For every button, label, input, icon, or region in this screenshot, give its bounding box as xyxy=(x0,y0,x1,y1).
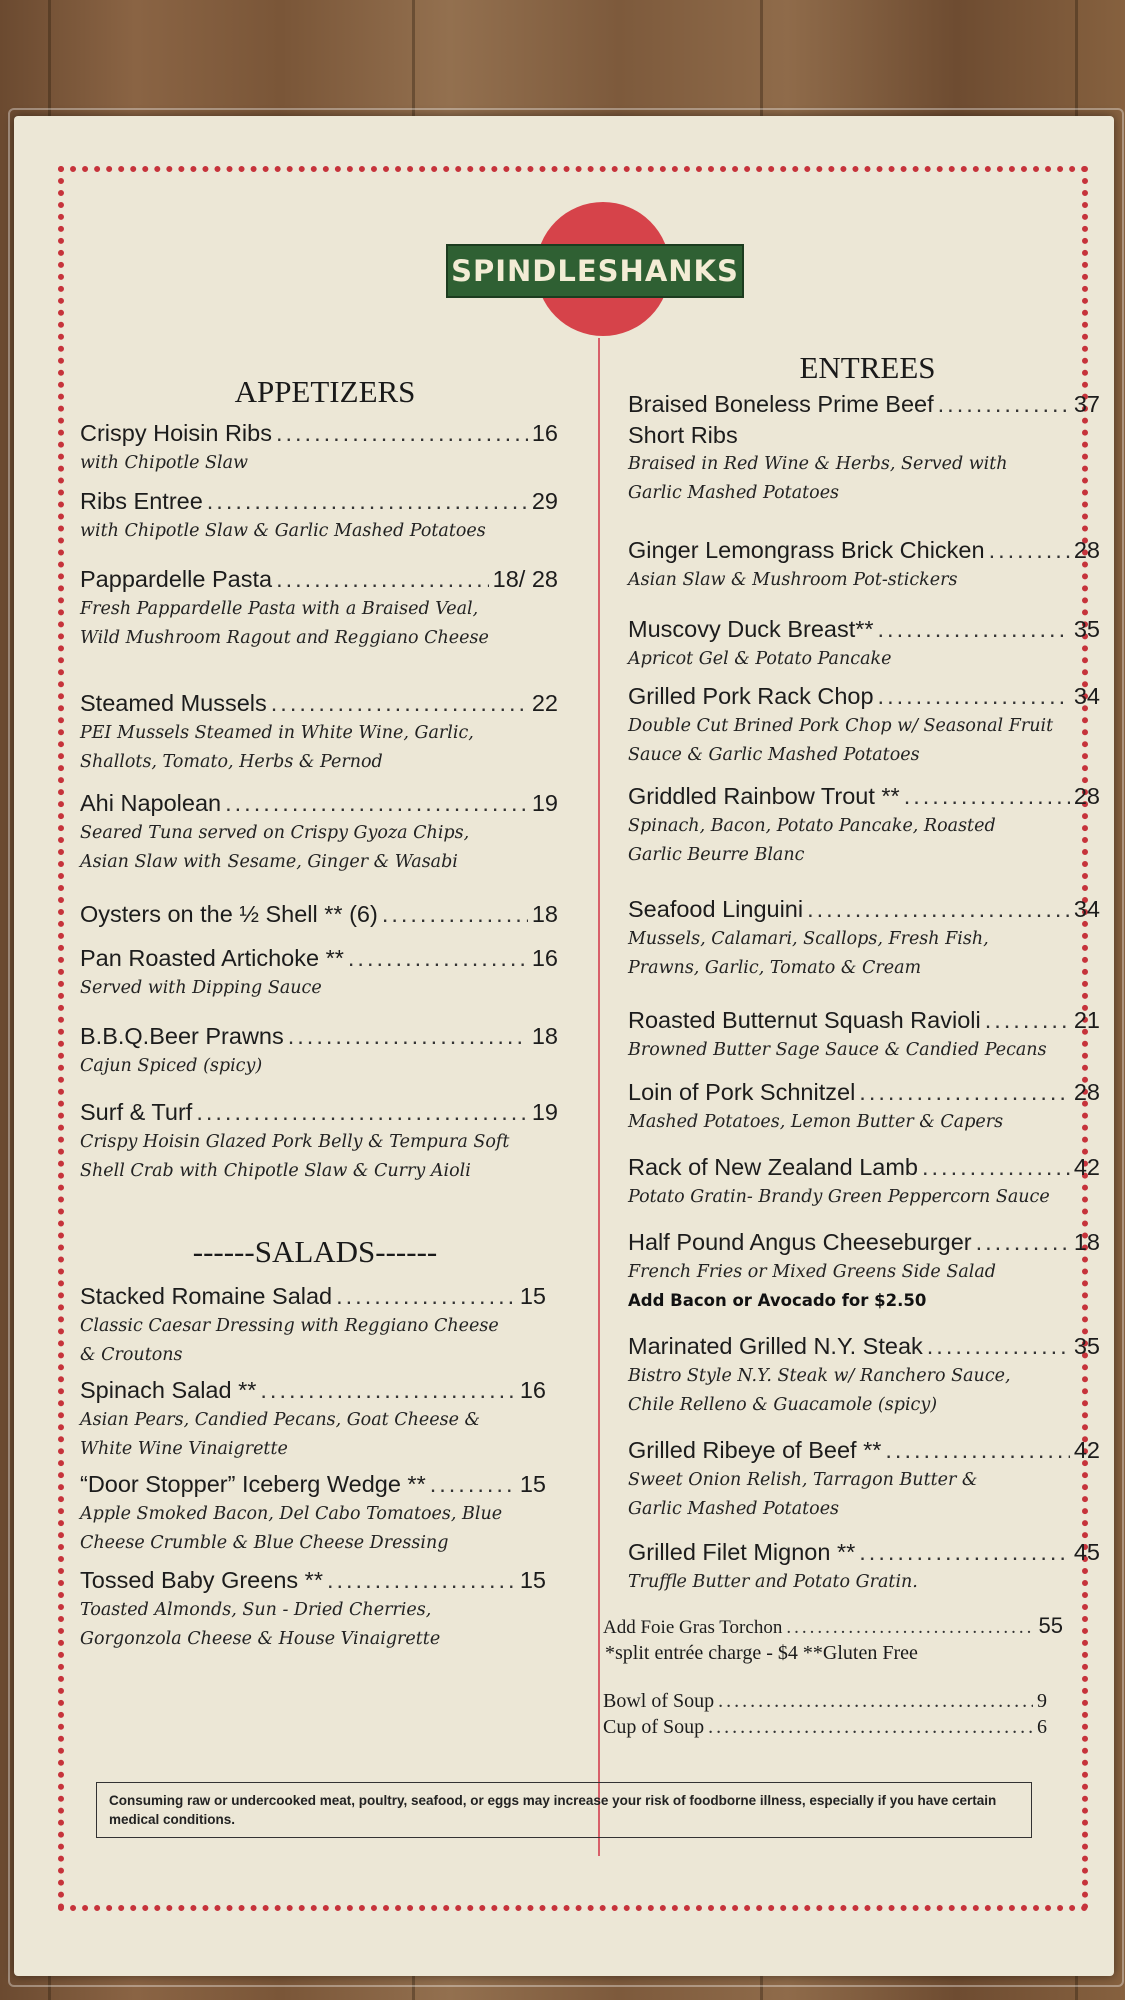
item-description: Fresh Pappardelle Pasta with a Braised Veal, xyxy=(80,599,479,619)
item-row xyxy=(628,1151,1100,1183)
item-description: Double Cut Brined Pork Chop w/ Seasonal Fruit xyxy=(628,716,1054,736)
item-price: 37 xyxy=(1073,391,1100,417)
logo-text: SPINDLESHANKS xyxy=(446,244,744,298)
item-description: Spinach, Bacon, Potato Pancake, Roasted xyxy=(628,816,996,836)
item-row xyxy=(80,942,558,974)
item-description: Garlic Beurre Blanc xyxy=(628,845,805,865)
item-name: Add Foie Gras Torchon xyxy=(603,1617,783,1638)
item-description: White Wine Vinaigrette xyxy=(80,1439,288,1459)
item-description: Shell Crab with Chipotle Slaw & Curry Aioli xyxy=(80,1161,471,1181)
item-name: Oysters on the ½ Shell ** (6) xyxy=(80,901,378,927)
leader-dots xyxy=(989,534,1070,566)
menu-item xyxy=(80,787,558,877)
item-name-continued: Short Ribs xyxy=(628,422,738,448)
item-price: 15 xyxy=(519,1471,546,1497)
leader-dots xyxy=(859,1536,1070,1568)
item-row xyxy=(80,687,558,719)
leader-dots xyxy=(938,388,1070,420)
item-name: Ahi Napolean xyxy=(80,790,222,816)
item-price: 16 xyxy=(531,945,558,971)
item-name: Half Pound Angus Cheeseburger xyxy=(628,1229,972,1255)
item-description: Truffle Butter and Potato Gratin. xyxy=(628,1572,918,1592)
item-name: Bowl of Soup xyxy=(603,1690,715,1712)
item-name: Loin of Pork Schnitzel xyxy=(628,1079,856,1105)
menu-item xyxy=(80,1020,558,1081)
item-name: Steamed Mussels xyxy=(80,690,267,716)
item-name: “Door Stopper” Iceberg Wedge ** xyxy=(80,1471,426,1497)
item-description: Classic Caesar Dressing with Reggiano Cheese xyxy=(80,1316,499,1336)
food-safety-disclaimer: Consuming raw or undercooked meat, poultry, seafood, or eggs may increase your risk of foodborne illness, especially if you have certain medical conditions. xyxy=(96,1782,1032,1838)
item-addon: Add Bacon or Avocado for $2.50 xyxy=(628,1291,927,1310)
menu-item xyxy=(80,1468,546,1558)
leader-dots xyxy=(225,787,528,819)
item-row xyxy=(628,1536,1100,1568)
menu-item xyxy=(80,563,558,653)
item-price: 28 xyxy=(1073,783,1100,809)
item-description: Bistro Style N.Y. Steak w/ Ranchero Sauce, xyxy=(628,1366,1011,1386)
menu-item xyxy=(628,1004,1100,1065)
item-name: Pappardelle Pasta xyxy=(80,566,273,592)
item-price: 18 xyxy=(531,1023,558,1049)
item-name: Marinated Grilled N.Y. Steak xyxy=(628,1333,923,1359)
leader-dots xyxy=(859,1076,1070,1108)
menu-item xyxy=(628,1434,1100,1524)
leader-dots xyxy=(927,1330,1070,1362)
item-description: Mashed Potatoes, Lemon Butter & Capers xyxy=(628,1112,1004,1132)
item-name: Cup of Soup xyxy=(603,1716,705,1738)
item-description: Wild Mushroom Ragout and Reggiano Cheese xyxy=(80,628,489,648)
menu-item xyxy=(80,687,558,777)
item-price: 42 xyxy=(1073,1437,1100,1463)
item-description: Cheese Crumble & Blue Cheese Dressing xyxy=(80,1533,449,1553)
item-name: Pan Roasted Artichoke ** xyxy=(80,945,344,971)
item-name: Spinach Salad ** xyxy=(80,1377,257,1403)
item-name: Muscovy Duck Breast** xyxy=(628,616,874,642)
menu-item-foie-gras xyxy=(603,1612,1063,1641)
menu-item xyxy=(628,893,1100,983)
item-name: Braised Boneless Prime Beef xyxy=(628,391,934,417)
item-description: Toasted Almonds, Sun - Dried Cherries, xyxy=(80,1600,432,1620)
menu-item xyxy=(628,388,1100,508)
item-description: Browned Butter Sage Sauce & Candied Pecans xyxy=(628,1040,1047,1060)
split-note: *split entrée charge - $4 **Gluten Free xyxy=(605,1642,918,1664)
item-name: Ginger Lemongrass Brick Chicken xyxy=(628,537,985,563)
leader-dots xyxy=(786,1614,1034,1641)
item-description: Chile Relleno & Guacamole (spicy) xyxy=(628,1395,938,1415)
menu-item xyxy=(628,1330,1100,1420)
leader-dots xyxy=(708,1714,1033,1741)
item-description: Mussels, Calamari, Scallops, Fresh Fish, xyxy=(628,929,989,949)
item-row xyxy=(628,680,1100,712)
leader-dots xyxy=(207,485,528,517)
item-row xyxy=(80,485,558,517)
item-description: & Croutons xyxy=(80,1345,183,1365)
item-row xyxy=(628,613,1100,645)
item-row xyxy=(628,780,1100,812)
item-description: Apple Smoked Bacon, Del Cabo Tomatoes, Blue xyxy=(80,1504,503,1524)
item-description: Asian Pears, Candied Pecans, Goat Cheese & xyxy=(80,1410,481,1430)
item-price: 35 xyxy=(1073,1333,1100,1359)
item-price: 29 xyxy=(531,488,558,514)
item-name: Stacked Romaine Salad xyxy=(80,1283,333,1309)
leader-dots xyxy=(430,1468,516,1500)
item-name: Seafood Linguini xyxy=(628,896,804,922)
item-description: Braised in Red Wine & Herbs, Served with xyxy=(628,454,1008,474)
item-price: 16 xyxy=(531,420,558,446)
leader-dots xyxy=(327,1564,516,1596)
item-price: 35 xyxy=(1073,616,1100,642)
item-name: Surf & Turf xyxy=(80,1099,193,1125)
menu-item xyxy=(628,534,1100,595)
item-price: 18 xyxy=(531,901,558,927)
leader-dots xyxy=(271,687,528,719)
item-description: with Chipotle Slaw & Garlic Mashed Potatoes xyxy=(80,521,486,541)
item-name: Rack of New Zealand Lamb xyxy=(628,1154,918,1180)
item-price: 45 xyxy=(1073,1539,1100,1565)
item-price: 15 xyxy=(519,1283,546,1309)
leader-dots xyxy=(288,1020,528,1052)
item-price: 19 xyxy=(531,790,558,816)
item-row xyxy=(80,417,558,449)
item-description: Apricot Gel & Potato Pancake xyxy=(628,649,892,669)
item-row xyxy=(80,563,558,595)
item-row xyxy=(80,787,558,819)
menu-item xyxy=(628,1536,1100,1597)
item-price: 28 xyxy=(1073,1079,1100,1105)
appetizers-heading: APPETIZERS xyxy=(234,374,416,409)
menu-item xyxy=(80,417,558,478)
item-price: 18 xyxy=(1073,1229,1100,1255)
menu-item xyxy=(628,1151,1100,1212)
item-row xyxy=(80,1096,558,1128)
item-price: 6 xyxy=(1037,1716,1047,1738)
menu-item xyxy=(80,1096,558,1186)
leader-dots xyxy=(276,563,489,595)
menu-item xyxy=(628,680,1100,770)
leader-dots xyxy=(807,893,1070,925)
item-description: Potato Gratin- Brandy Green Peppercorn Sauce xyxy=(628,1187,1050,1207)
item-row xyxy=(80,1468,546,1500)
leader-dots xyxy=(885,1434,1069,1466)
item-description: PEI Mussels Steamed in White Wine, Garlic, xyxy=(80,723,474,743)
leader-dots xyxy=(904,780,1070,812)
item-description: Sweet Onion Relish, Tarragon Butter & xyxy=(628,1470,978,1490)
item-price: 22 xyxy=(531,690,558,716)
item-name: Tossed Baby Greens ** xyxy=(80,1567,323,1593)
leader-dots xyxy=(922,1151,1070,1183)
salads-heading: ------SALADS------ xyxy=(192,1234,438,1269)
item-name: Roasted Butternut Squash Ravioli xyxy=(628,1007,981,1033)
item-row xyxy=(628,1434,1100,1466)
leader-dots xyxy=(276,417,528,449)
menu-item xyxy=(80,1280,546,1370)
menu-item-bowl-of-soup xyxy=(603,1688,1047,1715)
item-description: Shallots, Tomato, Herbs & Pernod xyxy=(80,752,383,772)
item-description: Gorgonzola Cheese & House Vinaigrette xyxy=(80,1629,441,1649)
item-row xyxy=(80,898,558,930)
menu-item-cup-of-soup xyxy=(603,1714,1047,1741)
item-price: 42 xyxy=(1073,1154,1100,1180)
menu-item xyxy=(628,613,1100,674)
item-description: Crispy Hoisin Glazed Pork Belly & Tempura Soft xyxy=(80,1132,510,1152)
item-price: 34 xyxy=(1073,896,1100,922)
item-row xyxy=(80,1280,546,1312)
item-name: Grilled Filet Mignon ** xyxy=(628,1539,856,1565)
menu-item xyxy=(80,1374,546,1464)
item-price: 28 xyxy=(1073,537,1100,563)
item-description: Prawns, Garlic, Tomato & Cream xyxy=(628,958,922,978)
item-price: 55 xyxy=(1038,1613,1063,1638)
item-row xyxy=(628,1076,1100,1108)
menu-item xyxy=(80,485,558,546)
leader-dots xyxy=(878,680,1070,712)
leader-dots xyxy=(976,1226,1070,1258)
leader-dots xyxy=(348,942,528,974)
item-name: Ribs Entree xyxy=(80,488,203,514)
item-row xyxy=(628,534,1100,566)
leader-dots xyxy=(878,613,1070,645)
leader-dots xyxy=(985,1004,1070,1036)
leader-dots xyxy=(382,898,528,930)
entrees-heading: ENTREES xyxy=(799,350,936,385)
menu-item xyxy=(80,942,558,1003)
item-name: Grilled Pork Rack Chop xyxy=(628,683,874,709)
item-price: 18/ 28 xyxy=(492,566,558,592)
restaurant-logo xyxy=(446,202,746,336)
item-row xyxy=(628,1004,1100,1036)
leader-dots xyxy=(718,1688,1033,1715)
leader-dots xyxy=(260,1374,515,1406)
item-price: 16 xyxy=(519,1377,546,1403)
item-description: with Chipotle Slaw xyxy=(80,453,248,473)
item-name: B.B.Q.Beer Prawns xyxy=(80,1023,284,1049)
item-row xyxy=(80,1374,546,1406)
item-description: Seared Tuna served on Crispy Gyoza Chips, xyxy=(80,823,470,843)
item-row xyxy=(628,1330,1100,1362)
item-description: French Fries or Mixed Greens Side Salad xyxy=(628,1262,996,1282)
menu-item xyxy=(628,1226,1100,1315)
leader-dots xyxy=(196,1096,528,1128)
item-description: Garlic Mashed Potatoes xyxy=(628,1499,840,1519)
item-price: 9 xyxy=(1037,1690,1047,1712)
item-name: Griddled Rainbow Trout ** xyxy=(628,783,900,809)
column-divider xyxy=(598,338,600,1856)
item-name: Grilled Ribeye of Beef ** xyxy=(628,1437,882,1463)
item-description: Asian Slaw with Sesame, Ginger & Wasabi xyxy=(80,852,458,872)
item-price: 34 xyxy=(1073,683,1100,709)
item-name: Crispy Hoisin Ribs xyxy=(80,420,272,446)
item-description: Served with Dipping Sauce xyxy=(80,978,322,998)
menu-item xyxy=(628,1076,1100,1137)
item-price: 21 xyxy=(1073,1007,1100,1033)
item-row xyxy=(80,1020,558,1052)
menu-item xyxy=(628,780,1100,870)
menu-item xyxy=(80,1564,546,1654)
item-row xyxy=(628,388,1100,420)
item-price: 15 xyxy=(519,1567,546,1593)
item-row xyxy=(628,1226,1100,1258)
item-description: Sauce & Garlic Mashed Potatoes xyxy=(628,745,920,765)
item-description: Cajun Spiced (spicy) xyxy=(80,1056,263,1076)
menu-item xyxy=(80,898,558,930)
item-row xyxy=(628,893,1100,925)
item-description: Garlic Mashed Potatoes xyxy=(628,483,840,503)
item-row xyxy=(80,1564,546,1596)
leader-dots xyxy=(336,1280,516,1312)
item-description: Asian Slaw & Mushroom Pot-stickers xyxy=(628,570,958,590)
item-price: 19 xyxy=(531,1099,558,1125)
